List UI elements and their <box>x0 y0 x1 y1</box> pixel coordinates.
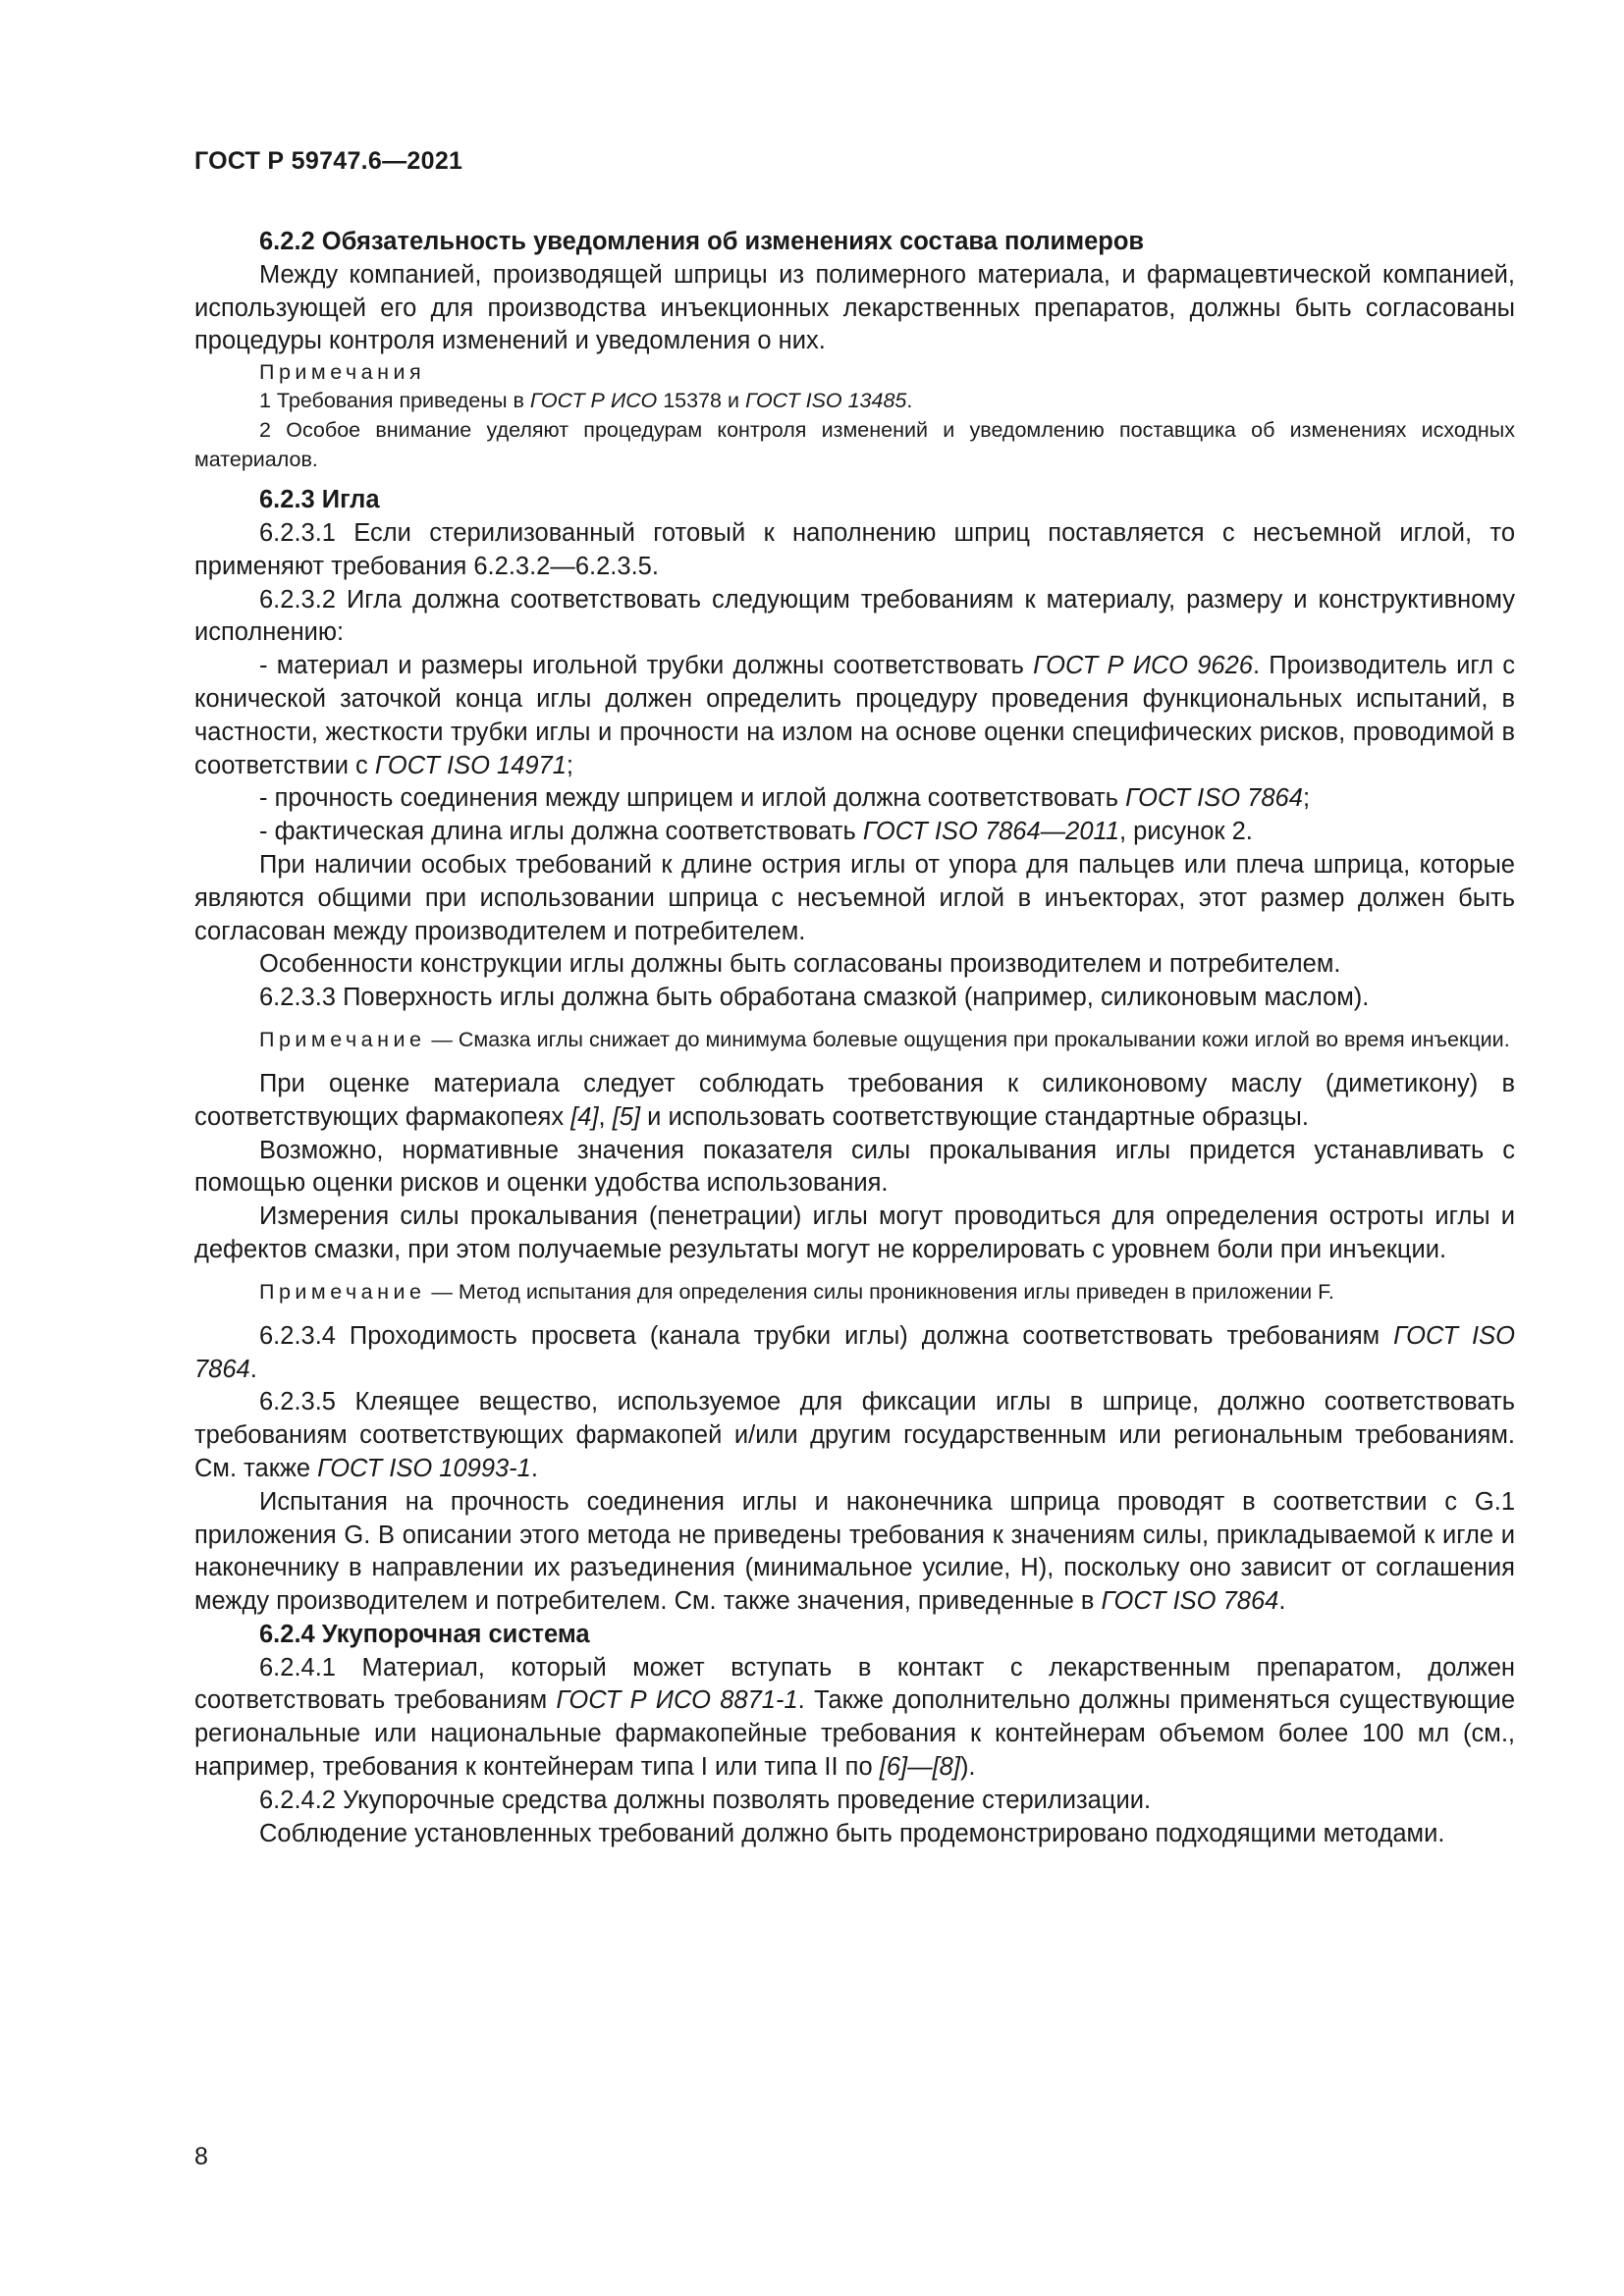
standard-reference: ГОСТ ISO 13485 <box>744 389 907 413</box>
standard-reference: ГОСТ ISO 7864 <box>1101 1587 1279 1616</box>
document-body <box>194 226 1515 1850</box>
bibliography-reference: [4] <box>570 1102 599 1131</box>
paragraph: Между компанией, производящей шприцы из полимерного материала, и фармацевтической компанией, использующей его для производства инъекционных лекарственных препаратов, должны быть согласованы процедуры контроля изменений и уведомления о них. <box>194 260 1515 355</box>
note: Примечание — Метод испытания для определения силы проникновения иглы приведен в приложении F. <box>259 1279 1334 1304</box>
section-heading-6-2-3: 6.2.3 Игла <box>259 486 380 514</box>
bibliography-reference: [6]—[8] <box>879 1753 960 1782</box>
standard-reference: ГОСТ Р ИСО 8871-1 <box>556 1686 798 1715</box>
paragraph: 6.2.3.4 Проходимость просвета (канала трубки иглы) должна соответствовать требованиям ГОСТ ISO 7864. <box>194 1321 1515 1383</box>
paragraph: 6.2.3.1 Если стерилизованный готовый к наполнению шприц поставляется с несъемной иглой, то применяют требования 6.2.3.2—6.2.3.5. <box>194 518 1515 580</box>
paragraph: При наличии особых требований к длине острия иглы от упора для пальцев или плеча шприца, которые являются общими при использовании шприца с несъемной иглой в инъекторах, этот размер должен быть согласован между производителем и потребителем. <box>194 850 1515 945</box>
standard-reference: ГОСТ ISO 14971 <box>374 751 567 779</box>
note-label: Примечание <box>259 1027 426 1051</box>
list-item: - материал и размеры игольной трубки должны соответствовать ГОСТ Р ИСО 9626. Производитель игл с конической заточкой конца иглы должен определить процедуру проведения функциональных испытаний, в частности, жесткости трубки иглы и прочности на излом на основе оценки специфических рисков, проводимой в соответствии с ГОСТ ISO 14971; <box>194 652 1515 779</box>
section-heading-6-2-2: 6.2.2 Обязательность уведомления об изменениях состава полимеров <box>259 228 1145 255</box>
note-2: 2 Особое внимание уделяют процедурам контроля изменений и уведомлению поставщика об изменениях исходных материалов. <box>194 418 1515 472</box>
paragraph: Соблюдение установленных требований должно быть продемонстрировано подходящими методами. <box>259 1819 1445 1847</box>
standard-reference: ГОСТ Р ИСО <box>529 389 658 413</box>
paragraph: Испытания на прочность соединения иглы и наконечника шприца проводят в соответствии с G.1 приложения G. В описании этого метода не приведены требования к значениям силы, прикладываемой к игле и наконечнику в направлении их разъединения (минимальное усилие, Н), поскольку оно зависит от соглашения между производителем и потребителем. См. также значения, приведенные в ГОСТ ISO 7864. <box>194 1487 1515 1616</box>
paragraph: 6.2.4.2 Укупорочные средства должны позволять проведение стерилизации. <box>259 1786 1152 1814</box>
list-item: - фактическая длина иглы должна соответствовать ГОСТ ISO 7864—2011, рисунок 2. <box>259 818 1253 846</box>
paragraph: 6.2.3.3 Поверхность иглы должна быть обработана смазкой (например, силиконовым маслом). <box>259 984 1370 1012</box>
paragraph: Возможно, нормативные значения показателя силы прокалывания иглы придется устанавливать с помощью оценки рисков и оценки удобства использования. <box>194 1136 1515 1198</box>
paragraph: 6.2.3.2 Игла должна соответствовать следующим требованиям к материалу, размеру и конструктивному исполнению: <box>194 585 1515 647</box>
bibliography-reference: [5] <box>612 1102 641 1131</box>
paragraph: Особенности конструкции иглы должны быть согласованы производителем и потребителем. <box>259 950 1341 979</box>
note: Примечание — Смазка иглы снижает до минимума болевые ощущения при прокалывании кожи иглой во время инъекции. <box>259 1027 1510 1051</box>
page-number: 8 <box>194 2143 208 2170</box>
standard-reference: ГОСТ ISO 7864 <box>1125 784 1303 813</box>
standard-reference: ГОСТ ISO 7864 <box>194 1321 1515 1383</box>
paragraph: 6.2.3.5 Клеящее вещество, используемое для фиксации иглы в шприце, должно соответствовать требованиям соответствующих фармакопей и/или другим государственным или региональным требованиям. См. также ГОСТ ISO 10993-1. <box>194 1388 1515 1482</box>
paragraph: При оценке материала следует соблюдать требования к силиконовому маслу (диметикону) в соответствующих фармакопеях [4], [5] и использовать соответствующие стандартные образцы. <box>194 1069 1515 1131</box>
notes-label: Примечания <box>259 360 426 385</box>
standard-reference: ГОСТ ISO 10993-1 <box>317 1454 531 1482</box>
note-1: 1 Требования приведены в ГОСТ Р ИСО 15378 и ГОСТ ISO 13485. <box>259 389 913 413</box>
standard-reference: ГОСТ Р ИСО 9626 <box>1033 652 1253 680</box>
document-header: ГОСТ Р 59747.6—2021 <box>194 147 463 175</box>
list-item: - прочность соединения между шприцем и иглой должна соответствовать ГОСТ ISO 7864; <box>259 784 1311 813</box>
section-heading-6-2-4: 6.2.4 Укупорочная система <box>259 1620 590 1648</box>
standard-reference: ГОСТ ISO 7864—2011 <box>862 818 1120 846</box>
paragraph: Измерения силы прокалывания (пенетрации) иглы могут проводиться для определения остроты иглы и дефектов смазки, при этом получаемые результаты могут не коррелировать с уровнем боли при инъекции. <box>194 1202 1515 1263</box>
note-label: Примечание <box>259 1279 426 1304</box>
paragraph: 6.2.4.1 Материал, который может вступать в контакт с лекарственным препаратом, должен соответствовать требованиям ГОСТ Р ИСО 8871-1. Также дополнительно должны применяться существующие региональные или национальные фармакопейные требования к контейнерам объемом более 100 мл (см., например, требования к контейнерам типа I или типа II по [6]—[8]). <box>194 1653 1515 1782</box>
